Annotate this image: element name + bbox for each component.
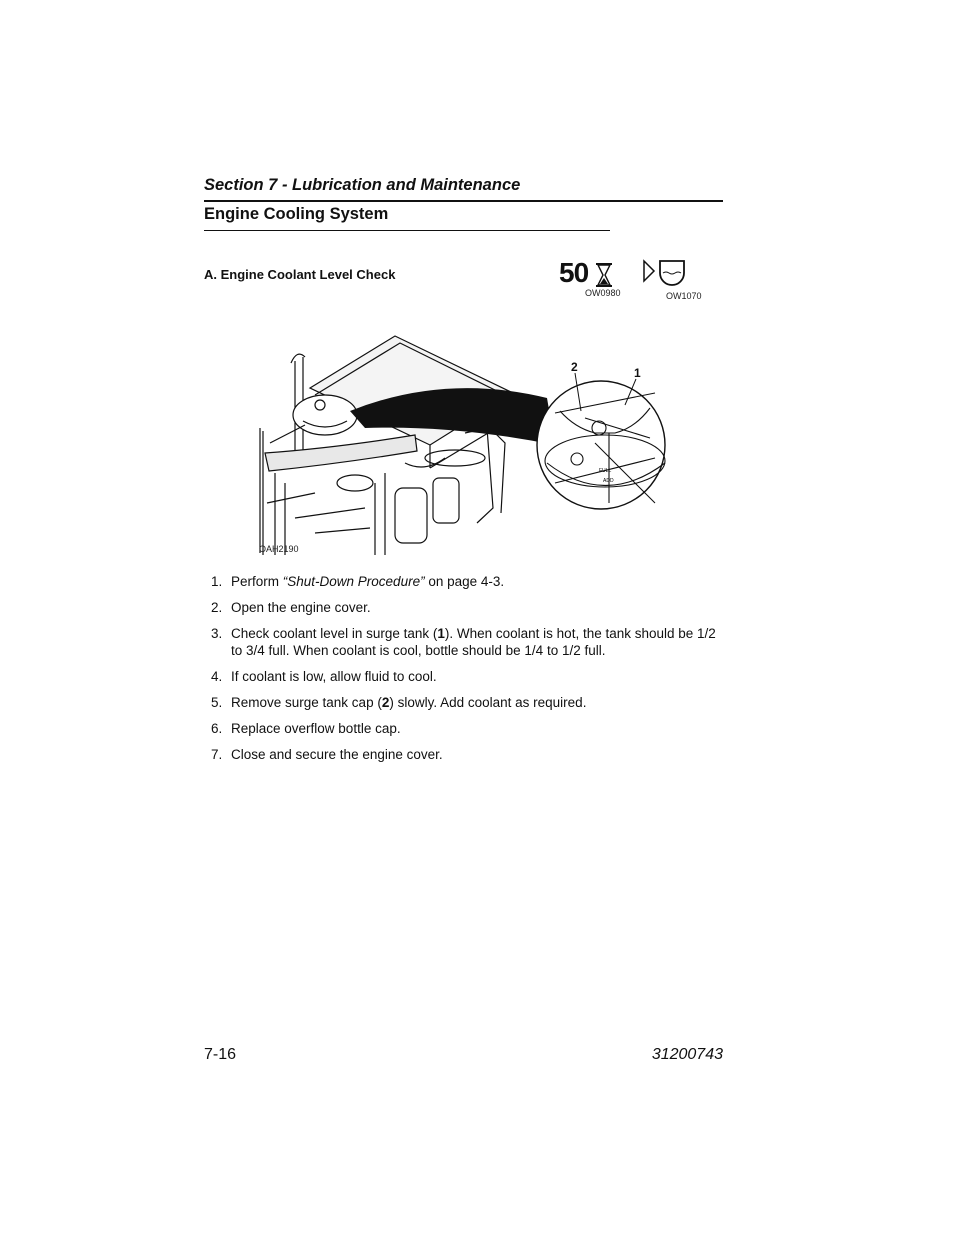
callout-2: 2	[571, 360, 578, 374]
document-number: 31200743	[651, 1046, 723, 1063]
subsection-rule	[204, 230, 610, 231]
callout-1: 1	[634, 366, 641, 380]
engine-illustration	[255, 333, 670, 558]
decal-full-text: FULL	[599, 468, 612, 474]
figure-code: OAH2190	[259, 544, 299, 554]
list-item: 2. Open the engine cover.	[211, 600, 371, 615]
icon-code-interval: OW0980	[585, 288, 621, 298]
coolant-tank-icon	[642, 255, 688, 291]
list-item: 6. Replace overflow bottle cap.	[211, 721, 401, 736]
interval-hours: 50	[559, 257, 589, 288]
page-number: 7-16	[204, 1046, 237, 1063]
list-item: 7. Close and secure the engine cover.	[211, 747, 443, 762]
icon-code-coolant: OW1070	[666, 291, 702, 301]
list-item: 5. Remove surge tank cap (2) slowly. Add coolant as required.	[211, 695, 587, 710]
procedure-steps	[211, 573, 723, 772]
list-item: 3. Check coolant level in surge tank (1). When coolant is hot, the tank should be 1/2 to 3/4 full. When coolant is cool, bottle should be 1/4 to 1/2 full.	[211, 626, 716, 658]
subsection-title: Engine Cooling System	[204, 205, 389, 223]
header-rule	[204, 200, 723, 202]
procedure-heading: A. Engine Coolant Level Check	[204, 267, 396, 282]
decal-add-text: ADD	[603, 478, 614, 484]
hourglass-icon	[594, 262, 614, 288]
list-item: 4. If coolant is low, allow fluid to cool.	[211, 669, 437, 684]
cross-reference: “Shut-Down Procedure”	[282, 574, 425, 589]
section-title: Section 7 - Lubrication and Maintenance	[204, 176, 521, 194]
list-item: 1. Perform “Shut-Down Procedure” on page 4-3.	[211, 574, 505, 589]
